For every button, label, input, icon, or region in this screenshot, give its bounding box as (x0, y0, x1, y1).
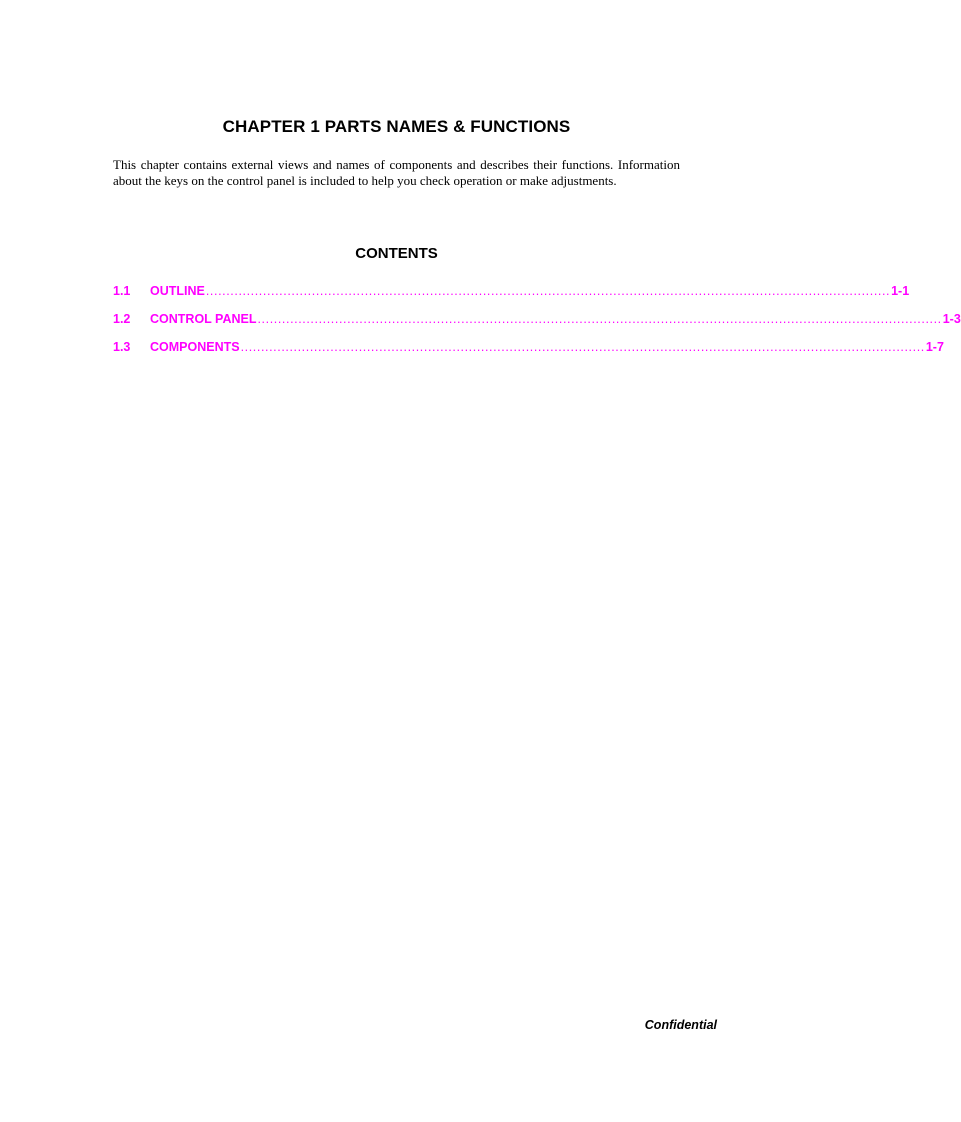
toc-entry-number: 1.1 (113, 284, 131, 298)
table-of-contents (113, 284, 961, 368)
toc-dot-leader: ........................................................................................................................................................................ (240, 340, 925, 354)
toc-entry-outline[interactable] (113, 284, 910, 312)
toc-entry-page: 1-1 (891, 284, 910, 298)
intro-paragraph: This chapter contains external views and names of components and describes their functions. Information about the keys on the control panel is included to help you check operation or make adjustments. (113, 157, 680, 188)
confidential-footer: Confidential (644, 1018, 717, 1032)
toc-entry-page: 1-7 (925, 340, 944, 354)
toc-dot-leader: ........................................................................................................................................................................ (257, 312, 942, 326)
toc-entry-control-panel[interactable] (113, 312, 961, 340)
toc-entry-title: CONTROL PANEL (150, 312, 257, 326)
chapter-title: CHAPTER 1 PARTS NAMES & FUNCTIONS (222, 117, 571, 136)
toc-entry-components[interactable] (113, 340, 944, 368)
toc-entry-title: COMPONENTS (150, 340, 240, 354)
toc-entry-number: 1.3 (113, 340, 131, 354)
toc-entry-page: 1-3 (942, 312, 961, 326)
toc-entry-title: OUTLINE (150, 284, 205, 298)
toc-dot-leader: ........................................................................................................................................................................ (205, 284, 891, 298)
toc-entry-number: 1.2 (113, 312, 131, 326)
contents-heading: CONTENTS (355, 245, 438, 262)
